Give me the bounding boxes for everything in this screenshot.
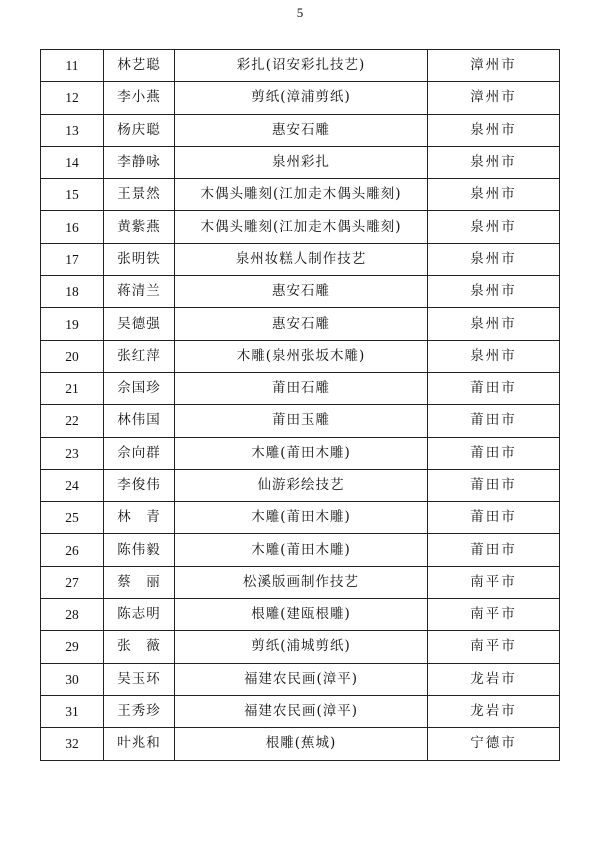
table-row [41,146,560,178]
row-number: 29 [41,631,104,663]
inheritor-name: 陈志明 [104,599,175,631]
row-number: 14 [41,146,104,178]
row-number: 22 [41,405,104,437]
inheritor-name: 吴玉环 [104,663,175,695]
heritage-project: 剪纸(浦城剪纸) [175,631,428,663]
inheritor-name: 李静咏 [104,146,175,178]
inheritor-name: 林艺聪 [104,50,175,82]
row-number: 31 [41,695,104,727]
table-row [41,631,560,663]
table-body [41,50,560,761]
page-number: 5 [296,5,304,20]
city: 漳州市 [428,50,560,82]
heritage-project: 木偶头雕刻(江加走木偶头雕刻) [175,211,428,243]
table-row [41,243,560,275]
heritage-project: 泉州妆糕人制作技艺 [175,243,428,275]
city: 泉州市 [428,308,560,340]
row-number: 19 [41,308,104,340]
city: 莆田市 [428,405,560,437]
table-row [41,599,560,631]
city: 泉州市 [428,243,560,275]
table-row [41,469,560,501]
table-row [41,437,560,469]
inheritor-name: 林伟国 [104,405,175,437]
inheritor-name: 张明铁 [104,243,175,275]
city: 莆田市 [428,502,560,534]
city: 泉州市 [428,276,560,308]
inheritor-name: 张 薇 [104,631,175,663]
inheritor-name: 张红萍 [104,340,175,372]
city: 莆田市 [428,534,560,566]
inheritor-name: 李小燕 [104,82,175,114]
row-number: 11 [41,50,104,82]
row-number: 15 [41,179,104,211]
row-number: 30 [41,663,104,695]
heritage-project: 木雕(泉州张坂木雕) [175,340,428,372]
inheritor-name: 吴德强 [104,308,175,340]
city: 泉州市 [428,340,560,372]
city: 龙岩市 [428,695,560,727]
inheritor-name: 蔡 丽 [104,566,175,598]
row-number: 24 [41,469,104,501]
table-row [41,211,560,243]
inheritor-name: 叶兆和 [104,728,175,760]
table-row [41,372,560,404]
table-row [41,695,560,727]
table-row [41,308,560,340]
heritage-project: 彩扎(诏安彩扎技艺) [175,50,428,82]
city: 漳州市 [428,82,560,114]
table-row [41,50,560,82]
inheritor-name: 王秀珍 [104,695,175,727]
table-row [41,405,560,437]
table-row [41,179,560,211]
heritage-project: 惠安石雕 [175,114,428,146]
row-number: 32 [41,728,104,760]
row-number: 25 [41,502,104,534]
heritage-project: 木雕(莆田木雕) [175,502,428,534]
inheritor-name: 佘国珍 [104,372,175,404]
city: 泉州市 [428,179,560,211]
heritage-project: 福建农民画(漳平) [175,663,428,695]
inheritor-table [40,49,560,761]
table-row [41,276,560,308]
city: 泉州市 [428,211,560,243]
city: 莆田市 [428,437,560,469]
heritage-project: 莆田石雕 [175,372,428,404]
heritage-project: 福建农民画(漳平) [175,695,428,727]
heritage-project: 莆田玉雕 [175,405,428,437]
row-number: 18 [41,276,104,308]
row-number: 20 [41,340,104,372]
city: 莆田市 [428,469,560,501]
heritage-project: 木雕(莆田木雕) [175,534,428,566]
heritage-project: 木偶头雕刻(江加走木偶头雕刻) [175,179,428,211]
inheritor-name: 李俊伟 [104,469,175,501]
row-number: 26 [41,534,104,566]
table-row [41,534,560,566]
city: 南平市 [428,566,560,598]
inheritor-name: 黄紫燕 [104,211,175,243]
city: 南平市 [428,599,560,631]
heritage-project: 根雕(建瓯根雕) [175,599,428,631]
row-number: 27 [41,566,104,598]
inheritor-name: 林 青 [104,502,175,534]
heritage-project: 惠安石雕 [175,308,428,340]
table-row [41,728,560,760]
city: 宁德市 [428,728,560,760]
row-number: 12 [41,82,104,114]
city: 龙岩市 [428,663,560,695]
inheritor-name: 杨庆聪 [104,114,175,146]
row-number: 16 [41,211,104,243]
city: 莆田市 [428,372,560,404]
inheritor-name: 佘向群 [104,437,175,469]
table-row [41,340,560,372]
table-row [41,82,560,114]
table-row [41,502,560,534]
table-row [41,663,560,695]
city: 泉州市 [428,114,560,146]
row-number: 21 [41,372,104,404]
heritage-project: 仙游彩绘技艺 [175,469,428,501]
inheritor-name: 陈伟毅 [104,534,175,566]
heritage-project: 根雕(蕉城) [175,728,428,760]
heritage-project: 剪纸(漳浦剪纸) [175,82,428,114]
city: 泉州市 [428,146,560,178]
city: 南平市 [428,631,560,663]
heritage-project: 松溪版画制作技艺 [175,566,428,598]
heritage-project: 木雕(莆田木雕) [175,437,428,469]
table-row [41,114,560,146]
heritage-project: 泉州彩扎 [175,146,428,178]
row-number: 17 [41,243,104,275]
inheritor-name: 王景然 [104,179,175,211]
heritage-project: 惠安石雕 [175,276,428,308]
row-number: 23 [41,437,104,469]
inheritor-name: 蒋清兰 [104,276,175,308]
row-number: 13 [41,114,104,146]
table-row [41,566,560,598]
row-number: 28 [41,599,104,631]
